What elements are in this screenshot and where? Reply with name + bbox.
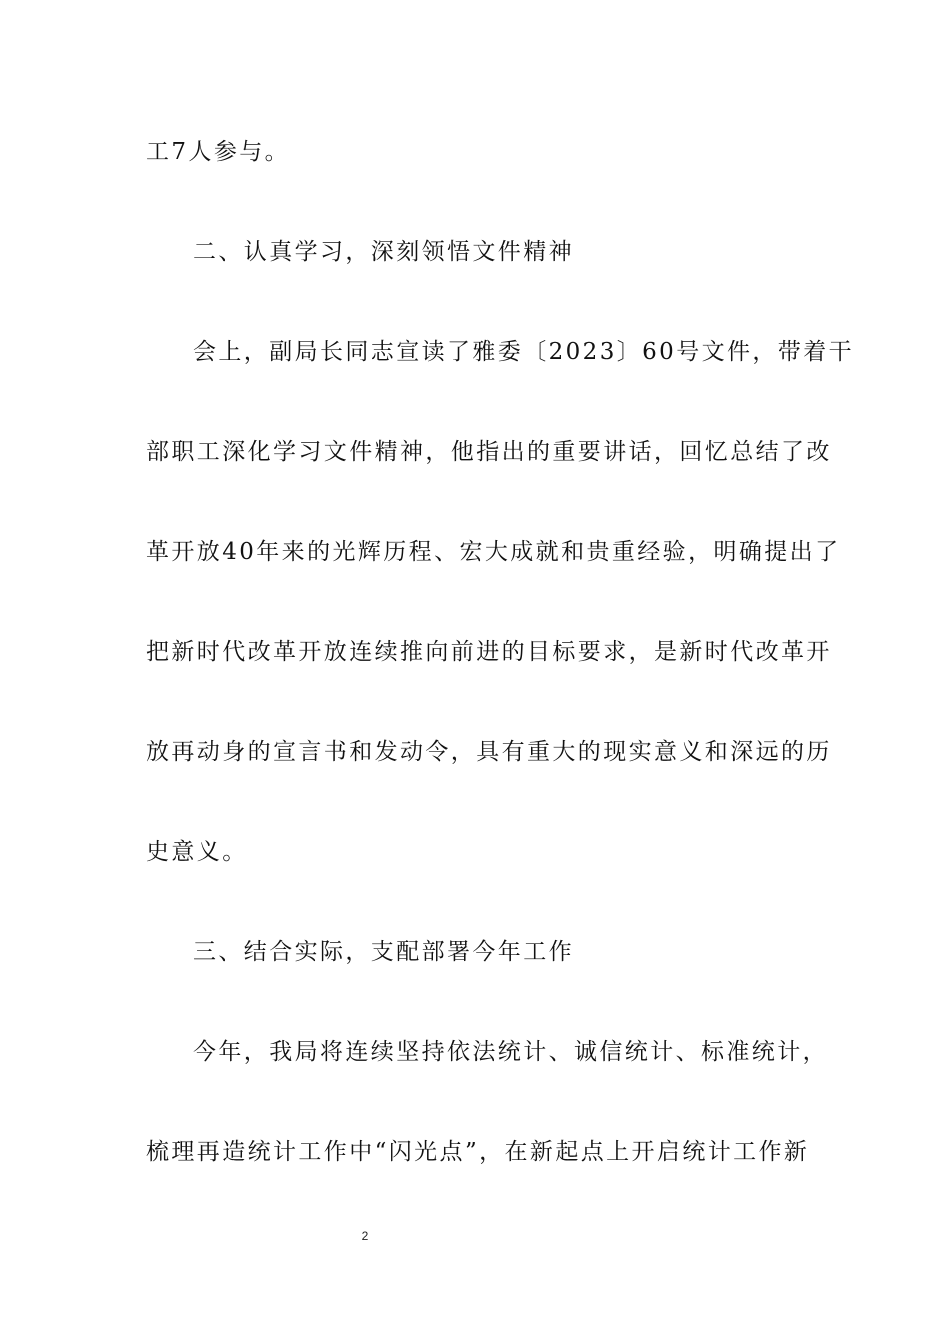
paragraph-line: 梳理再造统计工作中“闪光点”，在新起点上开启统计工作新 [146, 1139, 810, 1165]
paragraph-line: 会上，副局长同志宣读了雅委〔2023〕60号文件，带着干 [193, 339, 854, 365]
paragraph-line: 把新时代改革开放连续推向前进的目标要求，是新时代改革开 [146, 639, 832, 665]
paragraph-line: 部职工深化学习文件精神，他指出的重要讲话，回忆总结了改 [146, 439, 832, 465]
paragraph-line: 史意义。 [146, 839, 248, 865]
paragraph-line: 今年，我局将连续坚持依法统计、诚信统计、标准统计， [193, 1039, 828, 1065]
page-number: 2 [361, 1229, 369, 1243]
section-heading: 二、认真学习，深刻领悟文件精神 [193, 239, 574, 265]
paragraph-line: 革开放40年来的光辉历程、宏大成就和贵重经验，明确提出了 [146, 539, 841, 565]
section-heading: 三、结合实际，支配部署今年工作 [193, 939, 574, 965]
paragraph-line: 放再动身的宣言书和发动令，具有重大的现实意义和深远的历 [146, 739, 832, 765]
paragraph-line: 工7人参与。 [146, 139, 291, 165]
